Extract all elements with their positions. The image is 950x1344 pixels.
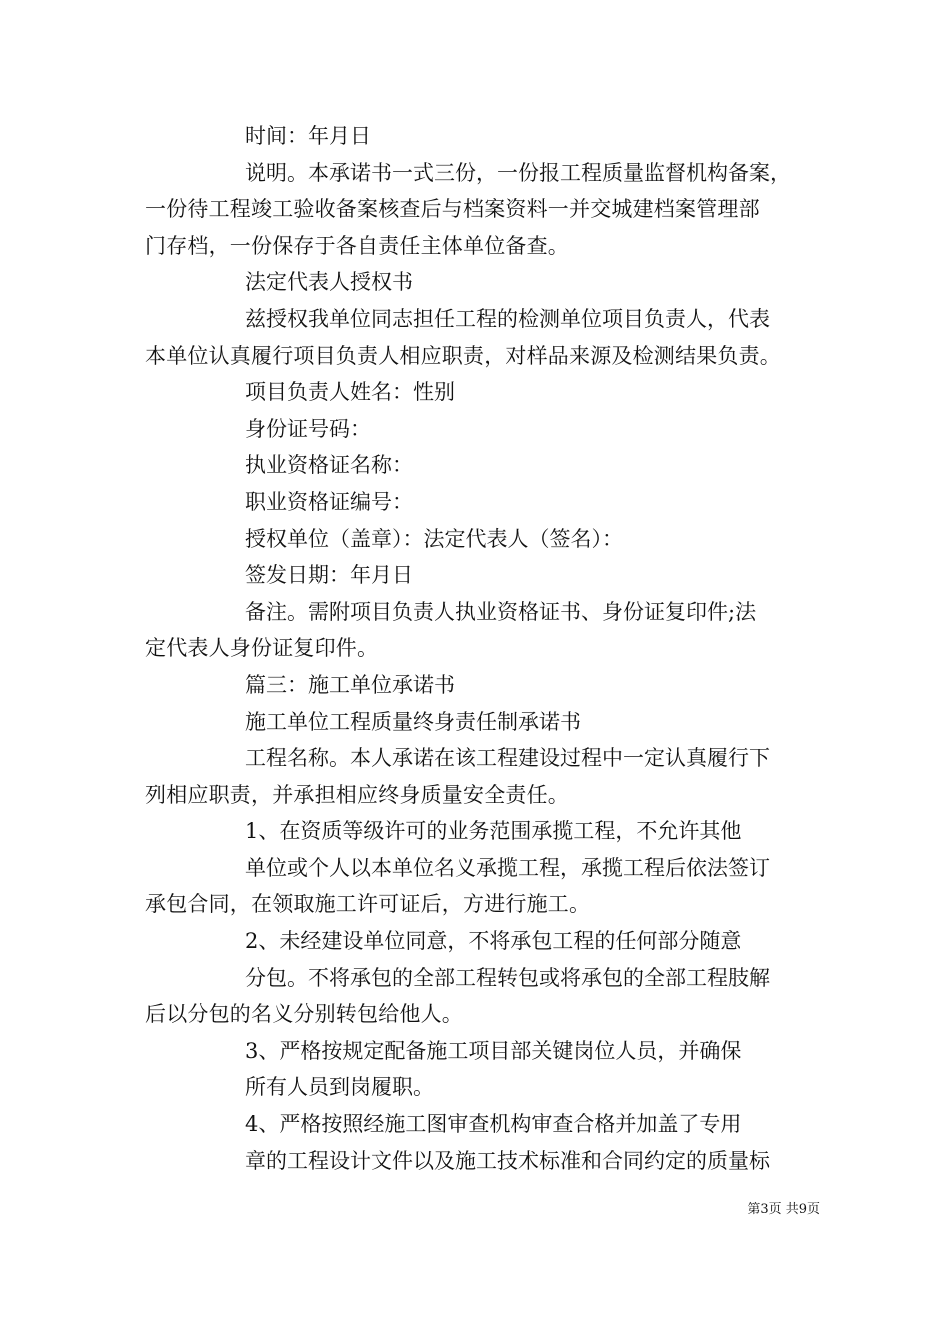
field-signature: 授权单位（盖章）：法定代表人（签名）： xyxy=(245,526,623,551)
field-name-gender: 项目负责人姓名：性别 xyxy=(245,380,455,405)
project-line-2: 列相应职责，并承担相应终身质量安全责任。 xyxy=(145,782,569,807)
page-number-footer: 第3页 共9页 xyxy=(747,1202,820,1217)
time-line: 时间：年月日 xyxy=(245,124,371,148)
project-line-1: 工程名称。本人承诺在该工程建设过程中一定认真履行下 xyxy=(245,746,770,771)
authorization-line-1: 兹授权我单位同志担任工程的检测单位项目负责人，代表 xyxy=(245,306,770,331)
field-license-name: 执业资格证名称： xyxy=(245,453,413,478)
item-1-line-2: 单位或个人以本单位名义承揽工程，承揽工程后依法签订 xyxy=(245,855,770,880)
field-id-number: 身份证号码： xyxy=(245,416,371,441)
commitment-title: 施工单位工程质量终身责任制承诺书 xyxy=(245,709,581,734)
item-1-line-1: 1、在资质等级许可的业务范围承揽工程，不允许其他 xyxy=(245,819,742,844)
note-line-1: 说明。本承诺书一式三份，一份报工程质量监督机构备案， xyxy=(245,160,791,185)
remark-line-1: 备注。需附项目负责人执业资格证书、身份证复印件;法 xyxy=(245,599,757,624)
note-line-2: 一份待工程竣工验收备案核查后与档案资料一并交城建档案管理部 xyxy=(145,197,760,222)
field-issue-date: 签发日期：年月日 xyxy=(245,563,413,588)
authorization-title: 法定代表人授权书 xyxy=(245,270,413,295)
section-three-title: 篇三：施工单位承诺书 xyxy=(245,672,455,697)
document-body xyxy=(145,118,815,1179)
item-4-line-1: 4、严格按照经施工图审查机构审查合格并加盖了专用 xyxy=(245,1112,742,1137)
item-3-line-2: 所有人员到岗履职。 xyxy=(245,1075,434,1100)
item-3-line-1: 3、严格按规定配备施工项目部关键岗位人员，并确保 xyxy=(245,1038,742,1063)
item-4-line-2: 章的工程设计文件以及施工技术标准和合同约定的质量标 xyxy=(245,1148,770,1173)
note-line-3: 门存档，一份保存于各自责任主体单位备查。 xyxy=(145,233,569,258)
item-2-line-3: 后以分包的名义分别转包给他人。 xyxy=(145,1002,463,1027)
item-2-line-1: 2、未经建设单位同意，不将承包工程的任何部分随意 xyxy=(245,929,742,954)
item-1-line-3: 承包合同，在领取施工许可证后，方进行施工。 xyxy=(145,892,591,917)
item-2-line-2: 分包。不将承包的全部工程转包或将承包的全部工程肢解 xyxy=(245,965,770,990)
authorization-line-2: 本单位认真履行项目负责人相应职责，对样品来源及检测结果负责。 xyxy=(145,343,781,368)
remark-line-2: 定代表人身份证复印件。 xyxy=(145,636,379,661)
field-license-number: 职业资格证编号： xyxy=(245,489,413,514)
